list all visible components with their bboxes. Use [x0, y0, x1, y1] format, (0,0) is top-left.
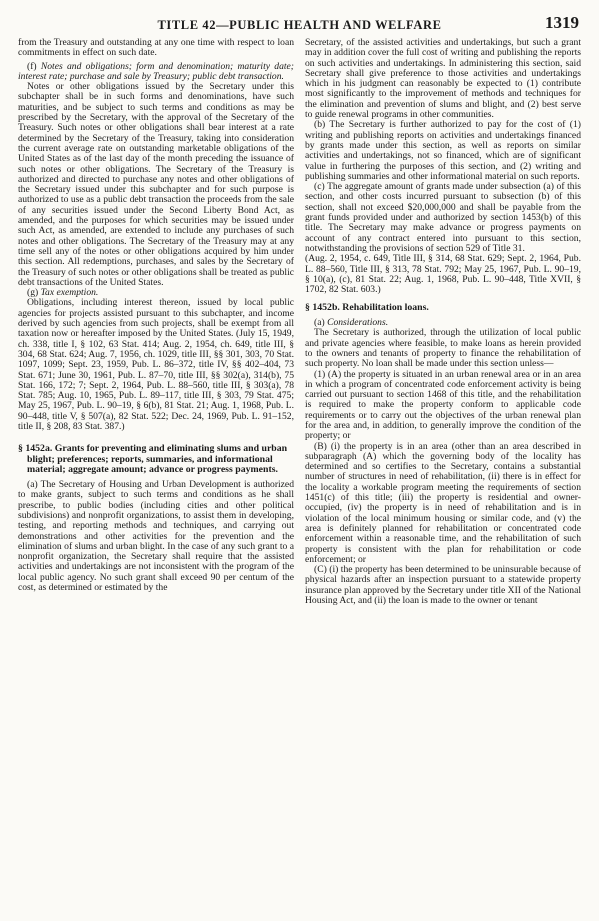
paragraph: Obligations, including interest thereon, issued by local public agencies for projects assisted pursuant to this subchapter, and income derived by such agencies from such projects, shall be exempt from all taxation now or hereafter imposed by the United States. (July 15, 1949, ch. 338, title I, § 102, 63 Stat. 414; Aug. 2, 1954, ch. 649, title III, § 304, 68 Stat. 624; Aug. 7, 1956, ch. 1029, title III, §§ 301, 303, 70 Stat. 1097, 1099; Sept. 23, 1959, Pub. L. 86–372, title IV, §§ 402–404, 73 Stat. 671; June 30, 1961, Pub. L. 87–70, title III, §§ 302(a), 314(b), 75 Stat. 166, 172; 7; Sept. 2, 1964, Pub. L. 88–560, title III, § 303(a), 78 Stat. 785; Aug. 10, 1965, Pub. L. 89–117, title III, § 303, 79 Stat. 475; May 25, 1967, Pub. L. 90–19, § 6(b), 81 Stat. 21; Aug. 1, 1968, Pub. L. 90–448, title V, § 507(a), 82 Stat. 522; Dec. 24, 1969, Pub. L. 91–152, title II, § 208, 83 Stat. 387.) [18, 297, 294, 432]
page-number: 1319 [545, 13, 579, 32]
section-heading-1452a [18, 444, 294, 476]
text-columns [18, 38, 581, 606]
subsection-label: (g) [27, 287, 39, 299]
paragraph: The Secretary is authorized, through the utilization of local public and private agencies where feasible, to make loans as herein provided to the owners and tenants of property to finance the rehabilitation of such property. No loan shall be made under this section unless— [305, 327, 581, 370]
heading-text: § 1452a. Grants for preventing and eliminating slums and urban blight; preferences; reports, summaries, and informational material; aggregate amount; advance or progress payments. [18, 443, 288, 476]
section-heading-1452b [305, 303, 581, 314]
paragraph: Secretary, of the assisted activities and undertakings, but such a grant may in addition cover the full cost of writing and publishing the reports on such activities and undertakings. In administering this section, said Secretary shall give preference to those activities and undertakings which in his judgment can reasonably be expected to (1) contribute most significantly to the improvement of methods and techniques for the elimination and prevention of slums and blight, and (2) best serve to guide renewal programs in other communities. [305, 37, 581, 121]
subsection-label: (f) [27, 60, 37, 72]
paragraph: from the Treasury and outstanding at any one time with respect to loan commitments in effect on such date. [18, 37, 294, 59]
subsection-label: (a) [314, 317, 325, 329]
page-header [18, 12, 581, 38]
paragraph: (C) (i) the property has been determined to be uninsurable because of physical hazards after an inspection pursuant to a statewide property insurance plan approved by the Secretary under title XII of the National Housing Act, and (ii) the loan is made to the owner or tenant [305, 564, 581, 607]
left-column [18, 38, 294, 606]
paragraph: (b) The Secretary is further authorized to pay for the cost of (1) writing and publishing reports on activities and undertakings financed by grants made under this section, as well as reports on similar activities and undertakings, not so financed, which are of significant value in furthering the purposes of this section, and (2) writing and publishing summaries and other informational material on such reports. [305, 119, 581, 182]
subsection-title: Considerations. [327, 317, 389, 329]
running-title: TITLE 42—PUBLIC HEALTH AND WELFARE [157, 18, 442, 32]
heading-text: § 1452b. Rehabilitation loans. [305, 302, 429, 314]
paragraph: (c) The aggregate amount of grants made under subsection (a) of this section, and other costs incurred pursuant to subsection (b) of this section, shall not exceed $20,000,000 and shall be payable from the grant funds provided under and authorized by section 1453(b) of this title. The Secretary may make advance or progress payments on account of any contract entered into pursuant to this section, notwithstanding the provisions of section 529 of Title 31. [305, 181, 581, 254]
paragraph: (a) The Secretary of Housing and Urban Development is authorized to make grants, subject to such terms and conditions as he shall prescribe, to public bodies (including cities and other political subdivisions) and nonprofit organizations, to assist them in developing, testing, and reporting methods and techniques, and carrying out demonstrations and other activities for the prevention and the elimination of slums and urban blight. In the case of any such grant to a nonprofit organization, the Secretary shall require that the assisted activities and undertakings are not inconsistent with the program of the local public agency. No such grant shall exceed 90 per centum of the cost, as determined or estimated by the [18, 479, 294, 594]
subsection-title: Notes and obligations; form and denomination; maturity date; interest rate; purchase and sale by Treasury; public debt transaction. [18, 60, 294, 82]
paragraph: (1) (A) the property is situated in an urban renewal area or in an area in which a program of concentrated code enforcement activity is being carried out pursuant to section 1468 of this title, and the rehabilitation is required to make the property conform to applicable code requirements or to carry out the objectives of the urban renewal plan for the area and, in addition, to generally improve the condition of the property; or [305, 368, 581, 442]
paragraph: Notes or other obligations issued by the Secretary under this subchapter shall be in such forms and denominations, have such maturities, and be subject to such terms and conditions as may be prescribed by the Secretary, with the approval of the Secretary of the Treasury. Such notes or other obligations shall bear interest at a rate determined by the Secretary of the Treasury, taking into consideration the current average rate on outstanding marketable obligations of the United States as of the last day of the month preceding the issuance of such notes or other obligations. The Secretary of the Treasury is authorized and directed to purchase any notes and other obligations of the Secretary issued under this subchapter and for such purpose is authorized to use as a public debt transaction the proceeds from the sale of any securities issued under the Second Liberty Bond Act, as amended, and the purposes for which securities may be issued under such Act, as amended, are extended to include any purchases of such notes and other obligations. The Secretary of the Treasury may at any time sell any of the notes or other obligations acquired by him under this section. All redemptions, purchases, and sales by the Secretary of the Treasury of such notes or other obligations shall be treated as public debt transactions of the United States. [18, 81, 294, 288]
citation: (Aug. 2, 1954, c. 649, Title III, § 314, 68 Stat. 629; Sept. 2, 1964, Pub. L. 88–560, Title III, § 313, 78 Stat. 792; May 25, 1967, Pub. L. 90–19, § 10(a), (c), 81 Stat. 22; Aug. 1, 1968, Pub. L. 90–448, Title XVII, § 1702, 82 Stat. 603.) [305, 253, 581, 296]
subsection-heading-f [18, 62, 294, 83]
right-column [305, 38, 581, 606]
subsection-title: Tax exemption. [40, 287, 99, 299]
paragraph: (B) (i) the property is in an area (other than an area described in subparagraph (A) which the governing body of the locality has determined and so certifies to the Secretary, contains a substantial number of structures in need of rehabilitation, (ii) there is in effect for the locality a workable program meeting the requirements of section 1451(c) of this title; (iii) the property is residential and owner-occupied, (iv) the property is in need of rehabilitation and is in violation of the local minimum housing or similar code, and (v) the area is definitely planned for rehabilitation or concentrated code enforcement within a reasonable time, and the rehabilitation of such property is consistent with the plan for rehabilitation or code enforcement; or [305, 440, 581, 565]
